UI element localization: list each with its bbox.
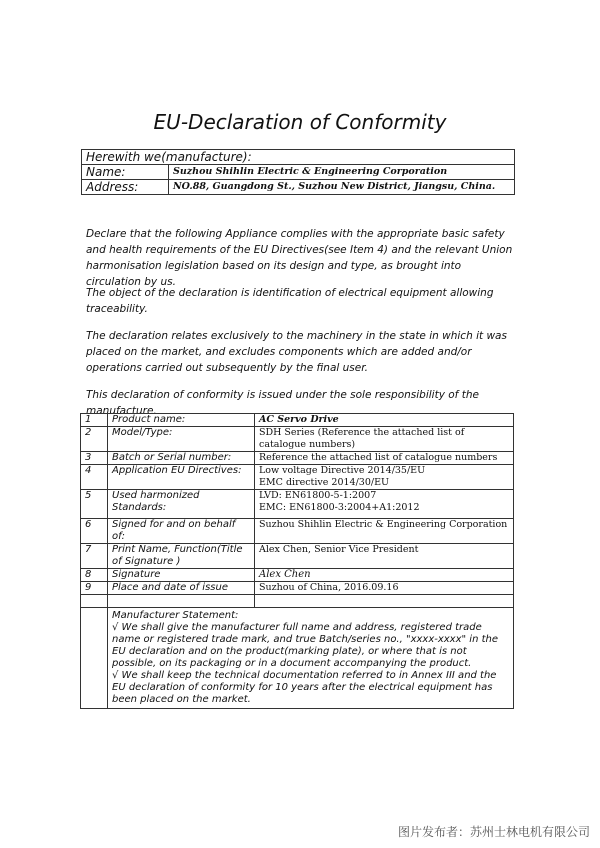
row-number: 7	[81, 544, 108, 569]
table-row	[81, 414, 514, 427]
table-row	[81, 582, 514, 595]
row-label: Application EU Directives:	[108, 465, 255, 490]
responsibility-paragraph: This declaration of conformity is issued under the sole responsibility of the manufacture.	[86, 389, 479, 417]
lvd-standard: LVD: EN61800-5-1:2007	[259, 490, 377, 501]
statement-item: √ We shall give the manufacturer full name and address, registered trade name or registered trade mark, and true Batch/series no., "xxxx-xxxx" in the EU declaration and on the product(marking plate), or where that is not possible, on its packaging or in a document accompanying the product.	[112, 622, 499, 669]
model-value: SDH Series (Reference the attached list of catalogue numbers)	[255, 427, 514, 452]
product-name-value: AC Servo Drive	[255, 414, 514, 427]
row-number: 6	[81, 519, 108, 544]
row-number: 4	[81, 465, 108, 490]
table-row	[81, 452, 514, 465]
directives-value	[255, 465, 514, 490]
table-row	[81, 490, 514, 519]
page-title: EU-Declaration of Conformity	[153, 110, 447, 134]
blank-row	[81, 595, 514, 608]
row-number: 5	[81, 490, 108, 519]
row-number: 2	[81, 427, 108, 452]
declaration-paragraph: Declare that the following Appliance complies with the appropriate basic safety and health requirements of the EU Directives(see Item 4) and the relevant Union harmonisation legislation based on its design and type, as brought into circulation by us.	[86, 228, 513, 288]
address-value: NO.88, Guangdong St., Suzhou New District, Jiangsu, China.	[169, 180, 515, 195]
print-name-value: Alex Chen, Senior Vice President	[255, 544, 514, 569]
signed-for-value: Suzhou Shihlin Electric & Engineering Corporation	[255, 519, 514, 544]
row-label: Print Name, Function(Title of Signature )	[108, 544, 255, 569]
row-label: Batch or Serial number:	[108, 452, 255, 465]
manufacturer-table	[81, 149, 515, 195]
row-label: Place and date of issue	[108, 582, 255, 595]
table-row	[81, 465, 514, 490]
publisher-watermark: 图片发布者：苏州士林电机有限公司	[397, 825, 590, 839]
row-label: Used harmonized Standards:	[108, 490, 255, 519]
standards-value	[255, 490, 514, 519]
emc-directive: EMC directive 2014/30/EU	[259, 477, 390, 488]
statement-item: √ We shall keep the technical documentation referred to in Annex III and the EU declaration of conformity for 10 years after the electrical equipment has been placed on the market.	[112, 670, 497, 705]
serial-value: Reference the attached list of catalogue numbers	[255, 452, 514, 465]
emc-standard: EMC: EN61800-3:2004+A1:2012	[259, 502, 420, 513]
object-paragraph: The object of the declaration is identification of electrical equipment allowing traceability.	[86, 287, 494, 315]
row-label: Signed for and on behalf of:	[108, 519, 255, 544]
handwritten-signature: Alex Chen	[255, 569, 514, 582]
row-number: 3	[81, 452, 108, 465]
statement-row	[81, 608, 514, 709]
row-label: Model/Type:	[108, 427, 255, 452]
declaration-table	[80, 413, 514, 709]
address-label: Address:	[82, 180, 169, 195]
table-row	[81, 569, 514, 582]
name-label: Name:	[82, 165, 169, 180]
table-row	[81, 519, 514, 544]
row-label: Product name:	[108, 414, 255, 427]
relates-paragraph: The declaration relates exclusively to the machinery in the state in which it was placed on the market, and excludes components which are added and/or operations carried out subsequently by the final user.	[86, 330, 507, 374]
statement-heading: Manufacturer Statement:	[112, 610, 239, 621]
row-number: 9	[81, 582, 108, 595]
row-number: 1	[81, 414, 108, 427]
row-number: 8	[81, 569, 108, 582]
herewith-label: Herewith we(manufacture):	[82, 150, 515, 165]
manufacturer-statement	[108, 608, 514, 709]
row-label: Signature	[108, 569, 255, 582]
table-row	[81, 427, 514, 452]
name-value: Suzhou Shihlin Electric & Engineering Corporation	[169, 165, 515, 180]
lvd-directive: Low voltage Directive 2014/35/EU	[259, 465, 426, 476]
table-row	[81, 544, 514, 569]
place-date-value: Suzhou of China, 2016.09.16	[255, 582, 514, 595]
